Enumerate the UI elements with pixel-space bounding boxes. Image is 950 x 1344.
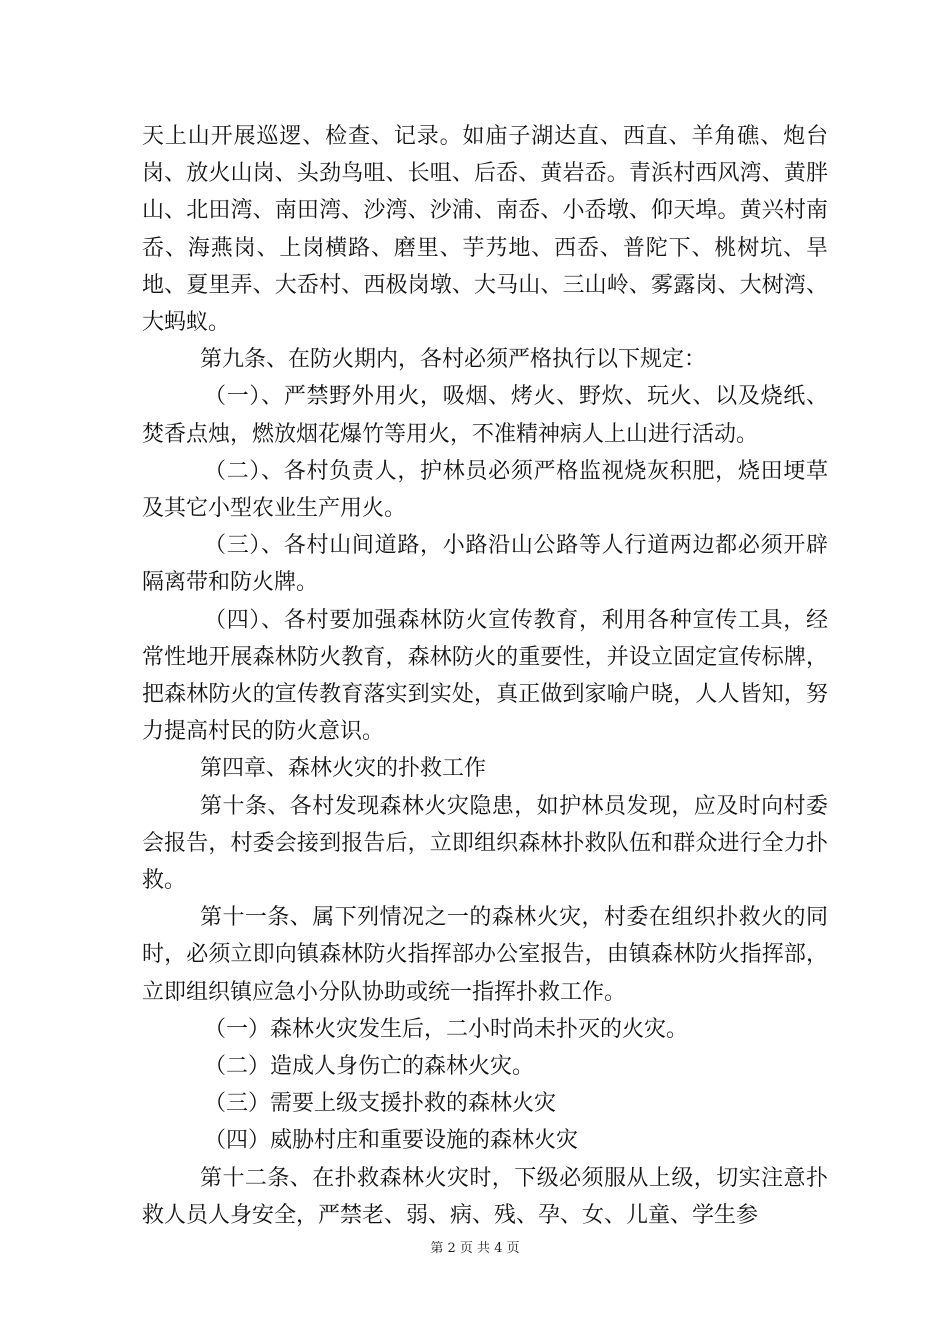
page-number: 第 2 页 共 4 页 xyxy=(430,1241,520,1256)
paragraph-article-10: 第十条、各村发现森林火灾隐患，如护林员发现，应及时向村委会报告，村委会接到报告后，立即组织森林扑救队伍和群众进行全力扑救。 xyxy=(142,793,828,894)
paragraph-item-3: （三）、各村山间道路，小路沿山公路等人行道两边都必须开辟隔离带和防火牌。 xyxy=(142,533,828,596)
page-footer xyxy=(0,1237,950,1256)
paragraph-case-2: （二）造成人身伤亡的森林火灾。 xyxy=(204,1054,535,1080)
paragraph-case-3: （三）需要上级支援扑救的森林火灾 xyxy=(204,1091,557,1117)
paragraph-article-12: 第十二条、在扑救森林火灾时，下级必须服从上级，切实注意扑救人员人身安全，严禁老、弱、病、残、孕、女、儿童、学生参 xyxy=(142,1165,828,1228)
paragraph-item-4: （四）、各村要加强森林防火宣传教育，利用各种宣传工具，经常性地开展森林防火教育，森林防火的重要性，并设立固定宣传标牌，把森林防火的宣传教育落实到实处，真正做到家喻户晓，人人皆知，努力提高村民的防火意识。 xyxy=(142,607,828,745)
paragraph-item-2: （二）、各村负责人，护林员必须严格监视烧灰积肥，烧田埂草及其它小型农业生产用火。 xyxy=(142,458,828,522)
paragraph-case-4: （四）威胁村庄和重要设施的森林火灾 xyxy=(204,1128,579,1154)
paragraph-case-1: （一）森林火灾发生后，二小时尚未扑灭的火灾。 xyxy=(204,1016,689,1042)
paragraph-article-11: 第十一条、属下列情况之一的森林火灾，村委在组织扑救火的同时，必须立即向镇森林防火指挥部办公室报告，由镇森林防火指挥部，立即组织镇应急小分队协助或统一指挥扑救工作。 xyxy=(142,905,828,1005)
paragraph-item-1: （一）、严禁野外用火，吸烟、烤火、野炊、玩火、以及烧纸、焚香点烛，燃放烟花爆竹等用火，不准精神病人上山进行活动。 xyxy=(142,384,828,447)
paragraph-place-list: 天上山开展巡逻、检查、记录。如庙子湖达直、西直、羊角礁、炮台岗、放火山岗、头劲鸟咀、长咀、后岙、黄岩岙。青浜村西风湾、黄胖山、北田湾、南田湾、沙湾、沙浦、南岙、小岙墩、仰天埠。黄兴村南岙、海燕岗、上岗横路、磨里、芋艿地、西岙、普陀下、桃树坑、旱地、夏里弄、大岙村、西极岗墩、大马山、三山岭、雾露岗、大树湾、大蚂蚁。 xyxy=(142,124,828,336)
paragraph-article-9: 第九条、在防火期内，各村必须严格执行以下规定： xyxy=(200,347,707,373)
chapter-heading-4: 第四章、森林火灾的扑救工作 xyxy=(200,756,487,782)
document-body xyxy=(142,118,828,1234)
